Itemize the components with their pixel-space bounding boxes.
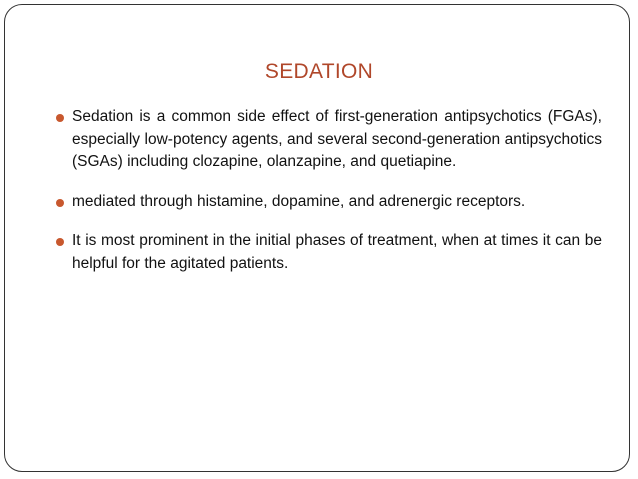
- bullet-dot-icon: [56, 238, 64, 246]
- bullet-text: Sedation is a common side effect of first-generation antipsychotics (FGAs), especially low-potency agents, and several second-generation antipsychotics (SGAs) including clozapine, olanzapine, and quetiapine.: [72, 108, 602, 170]
- bullet-item-3: [72, 230, 602, 275]
- slide-title: SEDATION: [264, 60, 374, 83]
- bullet-item-2: [72, 191, 602, 214]
- bullet-item-1: [72, 106, 602, 174]
- bullet-list: [72, 106, 602, 292]
- bullet-text: It is most prominent in the initial phases of treatment, when at times it can be helpful for the agitated patients.: [72, 232, 602, 272]
- bullet-dot-icon: [56, 199, 64, 207]
- bullet-dot-icon: [56, 114, 64, 122]
- bullet-text: mediated through histamine, dopamine, and adrenergic receptors.: [72, 192, 526, 210]
